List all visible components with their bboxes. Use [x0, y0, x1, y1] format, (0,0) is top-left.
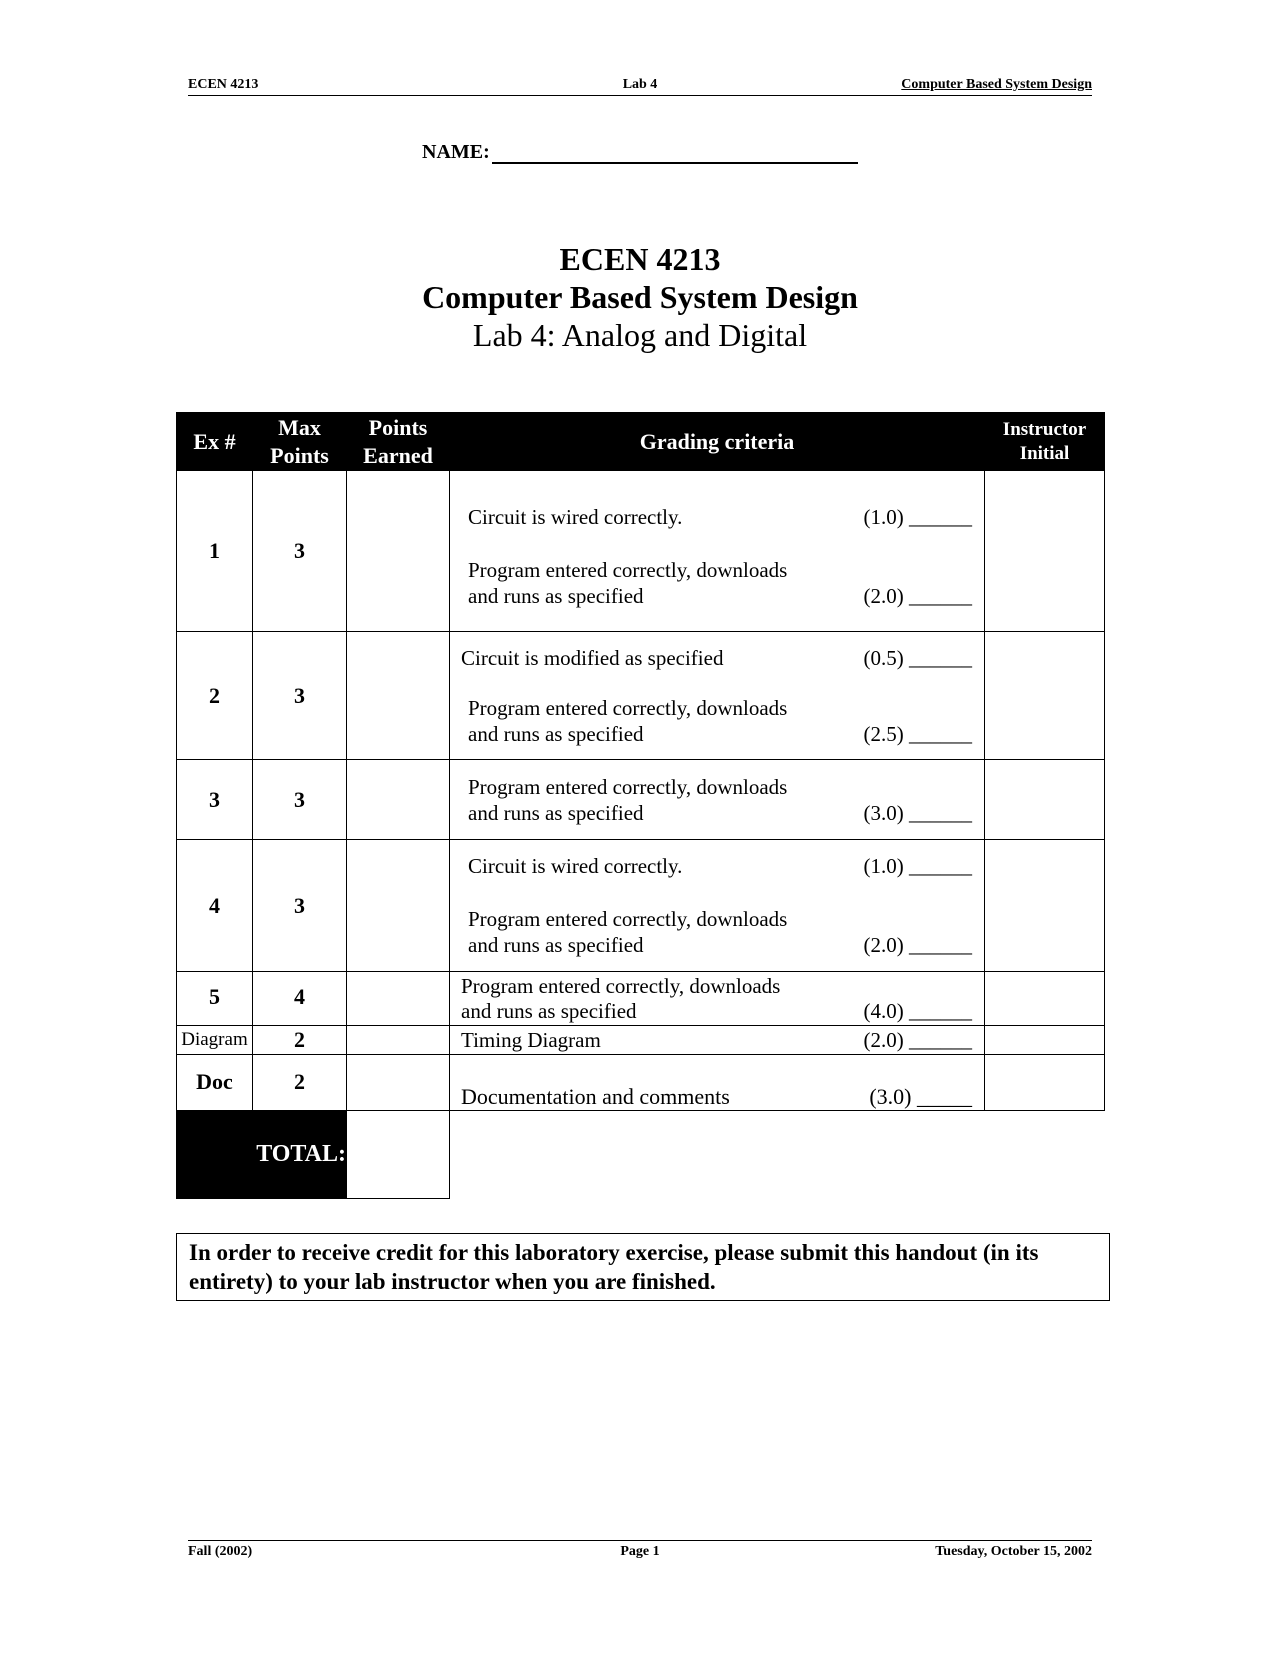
instructor-initial-cell[interactable]: [985, 972, 1105, 1026]
criteria-item: Timing Diagram (2.0) ______: [461, 1028, 972, 1052]
submission-notice: In order to receive credit for this laboratory exercise, please submit this handout (in its entirety) to your lab instructor when you are finished.: [176, 1233, 1110, 1301]
ex-number: Doc: [177, 1055, 253, 1111]
criteria-points: (1.0) ______: [863, 854, 972, 878]
instructor-initial-cell[interactable]: [985, 760, 1105, 840]
criteria-points: (2.5) ______: [863, 721, 972, 746]
max-points: 3: [253, 632, 347, 760]
total-label: TOTAL:: [177, 1111, 347, 1199]
max-points: 2: [253, 1055, 347, 1111]
footer-page-number: Page 1: [620, 1544, 660, 1559]
criteria-item: Program entered correctly, downloads and runs as specified (3.0) ______: [468, 774, 972, 825]
criteria-item: Circuit is wired correctly. (1.0) ______: [468, 854, 972, 878]
points-earned-cell[interactable]: [347, 471, 450, 632]
ex-number: 3: [177, 760, 253, 840]
header-grading-criteria: Grading criteria: [450, 413, 985, 471]
criteria-item: Circuit is modified as specified (0.5) ______: [461, 645, 972, 670]
ex-number: Diagram: [177, 1026, 253, 1055]
criteria-item: Program entered correctly, downloads and runs as specified (2.5) ______: [468, 695, 972, 746]
points-earned-cell[interactable]: [347, 1026, 450, 1055]
name-label: NAME:: [422, 141, 490, 163]
ex-number: 5: [177, 972, 253, 1026]
total-row: [177, 1111, 1105, 1199]
criteria-cell: [450, 1026, 985, 1055]
max-points: 3: [253, 840, 347, 972]
criteria-item: Program entered correctly, downloads and runs as specified (2.0) ______: [468, 557, 972, 608]
table-row: [177, 471, 1105, 632]
course-title: Computer Based System Design: [422, 279, 858, 315]
criteria-points: (0.5) ______: [863, 645, 972, 670]
header-course: ECEN 4213: [188, 77, 259, 92]
max-points: 3: [253, 760, 347, 840]
criteria-cell: [450, 760, 985, 840]
empty-area: [450, 1111, 985, 1199]
table-row: [177, 972, 1105, 1026]
instructor-initial-cell[interactable]: [985, 1026, 1105, 1055]
empty-area: [985, 1111, 1105, 1199]
criteria-cell: [450, 1055, 985, 1111]
table-header-row: [177, 413, 1105, 471]
course-number: ECEN 4213: [559, 241, 721, 277]
table-row: [177, 1026, 1105, 1055]
criteria-points: (3.0) ______: [863, 800, 972, 825]
lab-title: Lab 4: Analog and Digital: [472, 317, 808, 353]
criteria-item: Circuit is wired correctly. (1.0) ______: [468, 504, 972, 529]
ex-number: 1: [177, 471, 253, 632]
name-blank-line[interactable]: [492, 142, 858, 164]
points-earned-cell[interactable]: [347, 1055, 450, 1111]
criteria-points: (2.0) ______: [863, 933, 972, 957]
header-course-title: Computer Based System Design: [901, 77, 1092, 92]
criteria-points: (2.0) ______: [863, 1028, 972, 1052]
running-footer: [188, 1540, 1092, 1561]
grading-table: [176, 412, 1105, 1199]
instructor-initial-cell[interactable]: [985, 632, 1105, 760]
table-row: [177, 1055, 1105, 1111]
total-points-cell[interactable]: [347, 1111, 450, 1199]
title-block: [0, 240, 1280, 354]
max-points: 3: [253, 471, 347, 632]
header-points-earned: Points Earned: [347, 413, 450, 471]
instructor-initial-cell[interactable]: [985, 840, 1105, 972]
running-header: [188, 77, 1092, 96]
instructor-initial-cell[interactable]: [985, 471, 1105, 632]
points-earned-cell[interactable]: [347, 972, 450, 1026]
criteria-points: (2.0) ______: [863, 583, 972, 608]
footer-semester: Fall (2002): [188, 1544, 253, 1559]
criteria-cell: [450, 840, 985, 972]
header-lab: Lab 4: [622, 77, 658, 92]
ex-number: 2: [177, 632, 253, 760]
points-earned-cell[interactable]: [347, 632, 450, 760]
header-max-points: Max Points: [253, 413, 347, 471]
criteria-cell: [450, 632, 985, 760]
criteria-points: (4.0) ______: [863, 998, 972, 1023]
max-points: 4: [253, 972, 347, 1026]
table-row: [177, 760, 1105, 840]
table-row: [177, 840, 1105, 972]
criteria-item: Program entered correctly, downloads and runs as specified (4.0) ______: [461, 973, 972, 1023]
ex-number: 4: [177, 840, 253, 972]
criteria-cell: [450, 972, 985, 1026]
table-row: [177, 632, 1105, 760]
criteria-points: (1.0) ______: [863, 504, 972, 529]
footer-date: Tuesday, October 15, 2002: [935, 1544, 1092, 1559]
criteria-points: (3.0) _____: [869, 1084, 972, 1109]
criteria-cell: [450, 471, 985, 632]
header-instructor-initial: Instructor Initial: [985, 413, 1105, 471]
points-earned-cell[interactable]: [347, 840, 450, 972]
criteria-item: Documentation and comments (3.0) _____: [461, 1084, 972, 1109]
points-earned-cell[interactable]: [347, 760, 450, 840]
instructor-initial-cell[interactable]: [985, 1055, 1105, 1111]
max-points: 2: [253, 1026, 347, 1055]
name-field: [422, 141, 858, 164]
header-ex: Ex #: [177, 413, 253, 471]
criteria-item: Program entered correctly, downloads and runs as specified (2.0) ______: [468, 907, 972, 957]
